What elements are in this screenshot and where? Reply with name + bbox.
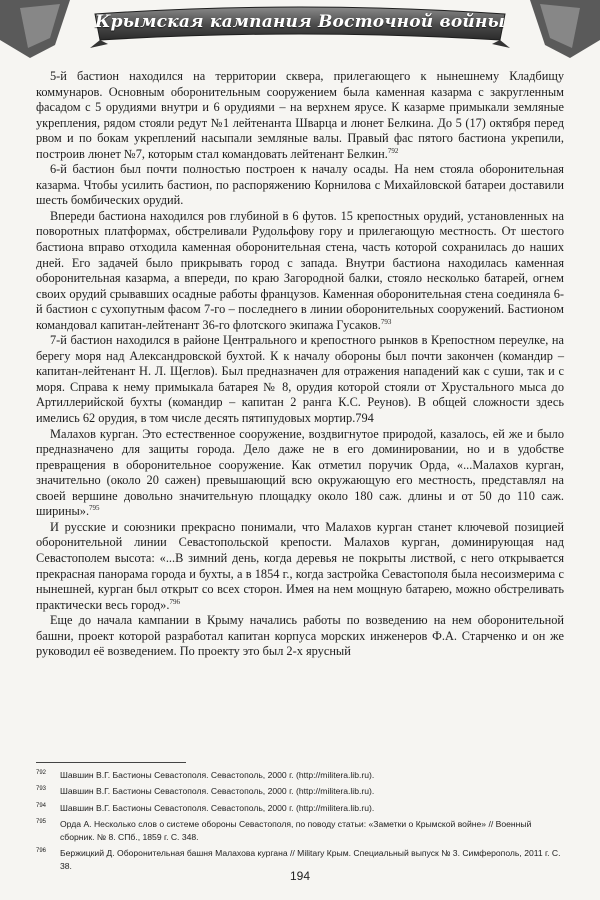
chapter-title: Крымская кампания Восточной войны bbox=[94, 12, 506, 32]
paragraph-text: И русские и союзники прекрасно понимали, что Малахов курган станет ключевой позицией оборонительной линии Севастопольской крепости. Малахов курган, доминирующая над Севастополем высота: «...В зимний день, когда деревья не покрыты листвой, с него открывается прекрасная панорама города и бухты, а в 1854 г., когда застройка Севастополя была несоизмерима с нынешней, курган был открыт со всех сторон. Имея на нем мощную батарею, можно обстреливать практически весь город». bbox=[36, 519, 564, 612]
footnote-text: Орда А. Несколько слов о системе обороны Севастополя, по поводу статьи: «Заметки о Крымской войне» // Военный сборник. № 8. СПб., 1859 г. С. 348. bbox=[60, 819, 532, 842]
ribbon-fold-left bbox=[90, 40, 108, 48]
footnote-ref[interactable]: 793 bbox=[380, 317, 392, 326]
paragraph-text: 7-й бастион находился в районе Центрального и крепостного рынков в Крепостном переулке, на берегу моря над Александровской бухтой. К к началу обороны был почти закончен (командир – капитан-лейтенант Н. Л. Щеглов). Был предназначен для отражения нападений как с суши, так и с моря. Справа к нему примыкала батарея № 8, орудия которой стояли от Хрустального мыса до Артиллерийской бухты (командир – капитан 2 ранга К.С. Реунов). В общей сложности здесь имелись 62 орудия, в том числе десять пятипудовых мортир.794 bbox=[36, 333, 564, 426]
footnote-number: 794 bbox=[36, 802, 47, 809]
footnote-number: 795 bbox=[36, 819, 47, 826]
footnote-text: Шавшин В.Г. Бастионы Севастополя. Севастополь, 2000 г. (http://militera.lib.ru). bbox=[60, 770, 375, 780]
paragraph bbox=[36, 162, 564, 209]
footnote-ref[interactable]: 796 bbox=[169, 597, 180, 606]
paragraph bbox=[36, 613, 564, 660]
page-number: 194 bbox=[289, 869, 311, 883]
paragraph bbox=[36, 209, 564, 333]
footnote-text: Шавшин В.Г. Бастионы Севастополя. Севастополь, 2000 г. (http://militera.lib.ru). bbox=[60, 802, 375, 813]
main-text bbox=[36, 69, 564, 660]
footnote-text: Шавшин В.Г. Бастионы Севастополя. Севастополь, 2000 г. (http://militera.lib.ru). bbox=[60, 786, 375, 797]
paragraph bbox=[36, 69, 564, 162]
footnote bbox=[36, 785, 566, 797]
paragraph-text: Малахов курган. Это естественное сооружение, воздвигнутое природой, казалось, ей же и было предназначено для защиты города. Дело даже не в его доминировании, но и в удобстве превращения в оборонительное сооружение. Как отметил поручик Орда, «...Малахов курган, значительно (около 20 сажен) превышающий всю окружающую его местность, представлял на своей вершине довольно значительную площадку около 180 саж. длины и от 50 до 110 саж. ширины». bbox=[36, 426, 564, 519]
footnote bbox=[36, 769, 566, 781]
ribbon-fold-right bbox=[492, 40, 510, 48]
footnote-ref[interactable]: 792 bbox=[387, 146, 399, 155]
footnote-text: Бержицкий Д. Оборонительная башня Малахова кургана // Military Крым. Специальный выпуск № 3. Симферополь, 2011 г. С. 38. bbox=[60, 848, 561, 871]
footnote-number: 792 bbox=[36, 770, 47, 776]
chapter-banner bbox=[0, 0, 600, 60]
paragraph-text: 6-й бастион был почти полностью построен к началу осады. На нем стояла оборонительная казарма. Чтобы усилить бастион, по распоряжению Корнилова с Михайловской батареи доставили шесть бомбических орудий. bbox=[36, 162, 564, 208]
paragraph-text: Еще до начала кампании в Крыму начались работы по возведению на нем оборонительной башни, проект которой разработал капитан корпуса морских инженеров Ф.А. Старченко и он же руководил её возведением. По проекту это был 2-х ярусный bbox=[36, 613, 564, 659]
paragraph bbox=[36, 520, 564, 613]
paragraph bbox=[36, 427, 564, 520]
footnotes bbox=[36, 769, 566, 876]
footnote-separator bbox=[36, 762, 186, 763]
footnote-number: 793 bbox=[36, 786, 47, 793]
footnote-ref[interactable]: 795 bbox=[89, 504, 100, 513]
paragraph-text: Впереди бастиона находился ров глубиной в 6 футов. 15 крепостных орудий, установленных на поворотных платформах, обстреливали Рудольфову гору и прилегающую местность. От шестого бастиона вправо отходила каменная оборонительная стена, часть которой сохранилась до наших дней. Его задачей было прикрывать город с запада. Внутри бастиона находилась каменная оборонительная казарма, а впереди, по краю Загородной балки, стояло несколько батарей, огнем своих орудий срывавших осадные работы французов. Каменная оборонительная стена соединяла 6-й бастион с сухопутным фасом 7-го – последнего в линии оборонительных сооружений. Бастионом командовал капитан-лейтенант 36-го флотского экипажа Гусаков. bbox=[36, 208, 564, 332]
footnote-number: 796 bbox=[36, 848, 47, 855]
paragraph-text: 5-й бастион находился на территории сквера, прилегающего к нынешнему Кладбищу коммунаров. Основным оборонительным сооружением была каменная казарма с закругленным фасадом с 5 орудиями внутри и 6 орудиями – на верхнем ярусе. К казарме примыкали земляные укрепления, рядом стояли редут №1 лейтенанта Шварца и люнет Белкина. До 5 (17) октября перед рвом и по бокам укреплений насыпали земляные валы. Правый фас пятого бастиона укрепили, построив люнет №7, которым стал командовать лейтенант Белкин. bbox=[36, 69, 564, 161]
footnote bbox=[36, 818, 566, 843]
footnote bbox=[36, 802, 566, 814]
paragraph bbox=[36, 333, 564, 426]
